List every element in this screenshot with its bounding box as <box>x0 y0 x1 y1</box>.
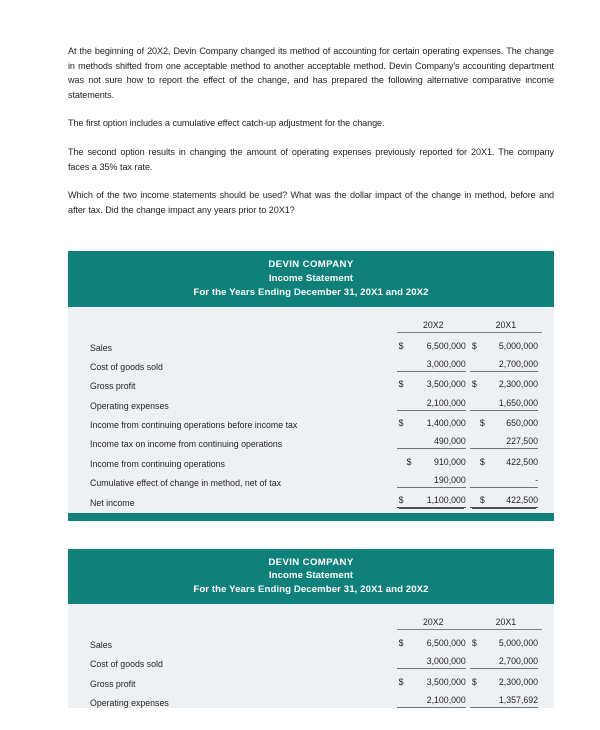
statement-one-header-20x1: 20X1 <box>470 313 542 333</box>
statement-two-company-name: DEVIN COMPANY <box>268 556 354 568</box>
row-label: Gross profit <box>90 381 136 392</box>
table-row <box>80 488 542 507</box>
statement-one-period: For the Years Ending December 31, 20X1 and 20X2 <box>193 286 429 298</box>
statement-one-company-name: DEVIN COMPANY <box>268 259 354 271</box>
row-value-20x2: $ 1,100,000 <box>397 488 470 507</box>
statement-one-body <box>80 333 542 508</box>
row-value-20x2: $ 910,000 <box>397 449 470 468</box>
row-label: Sales <box>90 639 113 650</box>
currency-symbol: $ <box>398 379 404 390</box>
statement-two-header-20x1: 20X1 <box>470 610 542 630</box>
table-row <box>80 391 542 410</box>
row-value-20x2: 3,000,000 <box>397 650 470 669</box>
row-value-20x1: 2,700,000 <box>470 650 542 669</box>
row-value-20x2: $ 6,500,000 <box>398 340 466 351</box>
table-row <box>80 411 542 430</box>
row-value-20x1: 1,650,000 <box>470 391 542 410</box>
row-label: Operating expenses <box>90 400 169 411</box>
currency-symbol: $ <box>398 637 404 648</box>
income-statement-one <box>68 251 554 520</box>
paragraph-second-option: The second option results in changing the amount of operating expenses previously reported for 20X1. The company faces a 35% tax rate. <box>68 146 554 172</box>
statement-two-table <box>80 610 542 708</box>
currency-symbol: $ <box>398 340 404 351</box>
row-value-20x1: $ 5,000,000 <box>471 637 538 648</box>
table-row <box>80 449 542 468</box>
row-label: Cumulative effect of change in method, net of tax <box>90 478 282 489</box>
statement-two-blank-header <box>80 610 397 630</box>
row-value-20x1: $ 5,000,000 <box>471 340 538 351</box>
statement-one-subtitle: Income Statement <box>268 272 354 284</box>
currency-symbol: $ <box>479 456 485 467</box>
statement-one-column-header-row <box>80 313 542 333</box>
row-value-20x2: $ 3,500,000 <box>398 676 466 687</box>
table-row <box>80 689 542 708</box>
table-row <box>80 430 542 449</box>
row-value-20x2: 190,000 <box>397 469 470 488</box>
currency-symbol: $ <box>471 676 477 687</box>
currency-symbol: $ <box>398 418 404 429</box>
row-value-20x2: 3,000,000 <box>397 353 470 372</box>
currency-symbol: $ <box>471 340 477 351</box>
paragraph-question: Which of the two income statements should be used? What was the dollar impact of the change in method, before and after tax. Did the change impact any years prior to 20X1? <box>68 190 554 215</box>
row-value-20x1: $ 422,500 <box>470 449 542 468</box>
currency-symbol: $ <box>479 418 485 429</box>
statement-two-header <box>68 549 554 605</box>
statement-one-table <box>80 313 542 508</box>
currency-symbol: $ <box>471 379 477 390</box>
table-row <box>80 469 542 488</box>
statement-two-subtitle: Income Statement <box>268 570 354 582</box>
row-label: Cost of goods sold <box>90 361 163 372</box>
currency-symbol: $ <box>471 637 477 648</box>
row-value-20x2: $ 3,500,000 <box>398 379 466 390</box>
table-row <box>80 353 542 372</box>
row-label: Income tax on income from continuing operations <box>90 439 283 450</box>
currency-symbol: $ <box>479 494 485 505</box>
document-content <box>68 0 554 708</box>
row-value-20x2: $ 1,400,000 <box>398 418 466 429</box>
row-value-20x1: $ 2,300,000 <box>471 676 538 687</box>
row-value-20x1: $ 650,000 <box>470 411 542 430</box>
row-label: Income from continuing operations <box>90 458 225 469</box>
currency-symbol: $ <box>398 676 404 687</box>
paragraph-intro: At the beginning of 20X2, Devin Company changed its method of accounting for certain operating expenses. The change in methods shifted from one acceptable method to another acceptable method. Devin Company's accounting department was not sure how to report the effect of the change, and has prepared the following alternative comparative income statements. <box>68 46 554 100</box>
row-label: Gross profit <box>90 678 136 689</box>
statement-one-header <box>68 251 554 307</box>
table-row <box>80 372 542 391</box>
row-value-20x1: - <box>470 469 542 488</box>
row-value-20x2: $ 6,500,000 <box>398 637 466 648</box>
table-row <box>80 333 542 352</box>
statement-one-footer-bar <box>68 513 554 521</box>
statement-two-period: For the Years Ending December 31, 20X1 and 20X2 <box>193 583 429 595</box>
paragraph-first-option: The first option includes a cumulative effect catch-up adjustment for the change. <box>68 118 385 129</box>
statement-one-header-20x2: 20X2 <box>397 313 470 333</box>
currency-symbol: $ <box>398 494 404 505</box>
table-row <box>80 630 542 649</box>
statement-two-column-header-row <box>80 610 542 630</box>
statement-two-body <box>80 630 542 708</box>
row-value-20x1: $ 422,500 <box>470 488 542 507</box>
row-label: Operating expenses <box>90 697 169 708</box>
row-value-20x1: 1,357,692 <box>470 689 542 708</box>
row-value-20x2: 2,100,000 <box>397 391 470 410</box>
row-value-20x1: 227,500 <box>470 430 542 449</box>
row-label: Cost of goods sold <box>90 659 163 670</box>
row-value-20x2: 2,100,000 <box>397 689 470 708</box>
row-label: Income from continuing operations before income tax <box>90 420 298 431</box>
row-label: Net income <box>90 497 135 508</box>
row-value-20x1: $ 2,300,000 <box>471 379 538 390</box>
statement-one-blank-header <box>80 313 397 333</box>
row-label: Sales <box>90 342 113 353</box>
table-row <box>80 669 542 688</box>
table-row <box>80 650 542 669</box>
currency-symbol: $ <box>406 456 412 467</box>
statement-two-header-20x2: 20X2 <box>397 610 470 630</box>
row-value-20x2: 490,000 <box>397 430 470 449</box>
row-value-20x1: 2,700,000 <box>470 353 542 372</box>
income-statement-two <box>68 549 554 708</box>
